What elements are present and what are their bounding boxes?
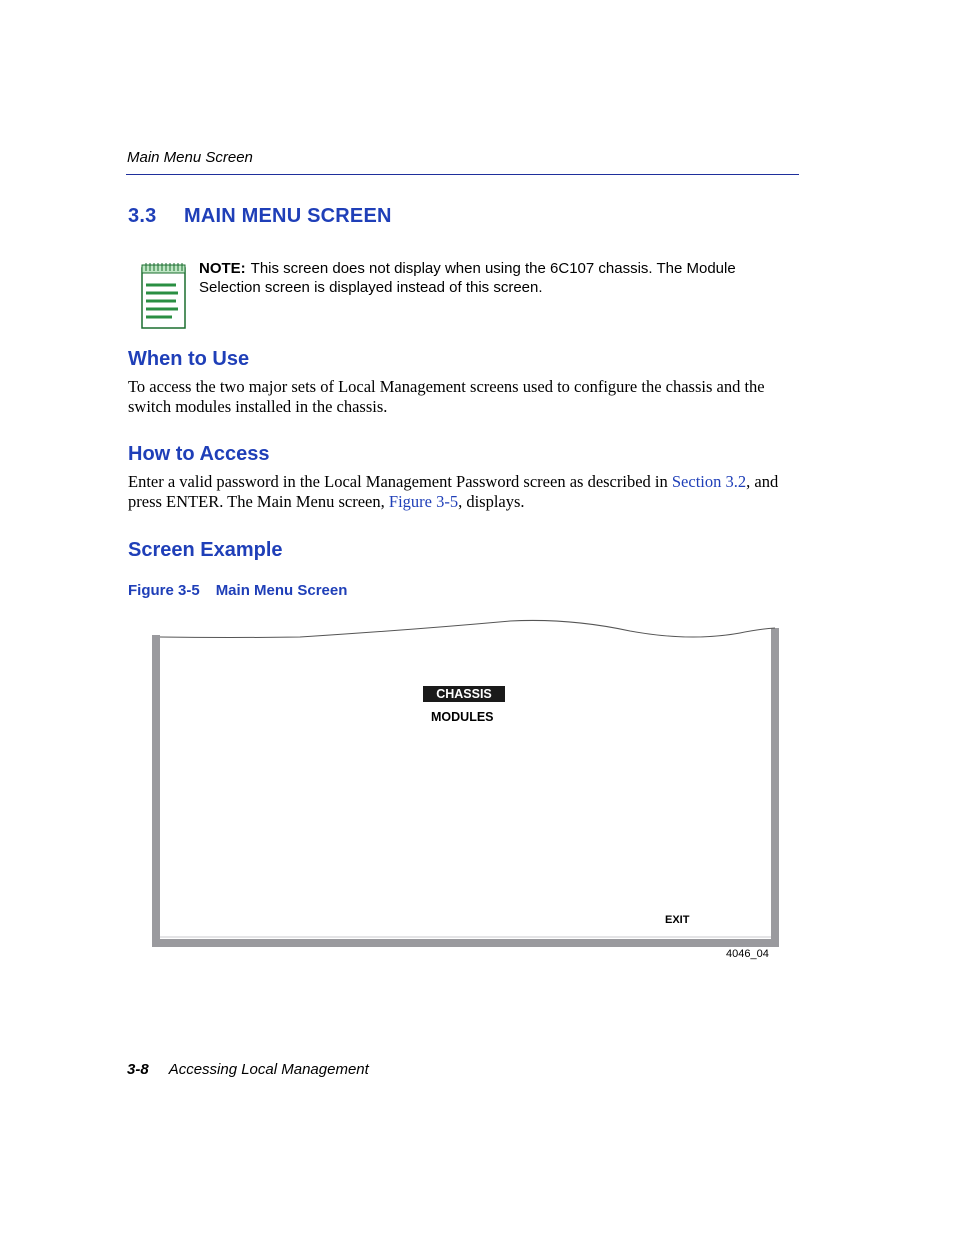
section-title-text: MAIN MENU SCREEN xyxy=(184,205,392,227)
section-3-2-link[interactable]: Section 3.2 xyxy=(671,472,747,491)
note-text xyxy=(199,259,799,297)
how-to-access-heading: How to Access xyxy=(128,443,270,465)
figure-id: 4046_04 xyxy=(726,948,769,960)
page-footer xyxy=(127,1061,369,1078)
modules-menu-item[interactable]: MODULES xyxy=(431,710,494,724)
exit-command[interactable]: EXIT xyxy=(665,914,690,926)
running-header: Main Menu Screen xyxy=(127,149,253,166)
figure-3-5-link[interactable]: Figure 3-5 xyxy=(388,492,459,511)
note-label: NOTE: xyxy=(199,260,246,277)
section-number: 3.3 xyxy=(128,205,157,227)
text-run: , and press ENTER. The Main Menu screen, xyxy=(128,472,779,511)
when-to-use-text: To access the two major sets of Local Management screens used to configure the chassis and the switch modules installed in the chassis. xyxy=(128,377,765,416)
how-to-access-text xyxy=(128,472,800,512)
when-to-use-heading: When to Use xyxy=(128,348,250,370)
text-run: , displays. xyxy=(458,492,525,511)
screen-example-heading: Screen Example xyxy=(128,539,283,561)
section-title xyxy=(128,205,392,228)
figure-caption xyxy=(128,582,347,599)
chapter-title: Accessing Local Management xyxy=(168,1061,369,1078)
page-number: 3-8 xyxy=(127,1061,149,1078)
chassis-menu-item[interactable]: CHASSIS xyxy=(423,686,505,702)
note-body: This screen does not display when using the 6C107 chassis. The Module Selection screen is displayed instead of this screen. xyxy=(199,260,736,296)
figure-title: Main Menu Screen xyxy=(215,582,348,599)
header-rule xyxy=(126,174,799,175)
text-run: Enter a valid password in the Local Management Password screen as described in xyxy=(128,472,672,491)
terminal-screen-frame xyxy=(150,615,780,950)
figure-number: Figure 3-5 xyxy=(128,582,200,599)
notepad-icon xyxy=(140,262,188,330)
